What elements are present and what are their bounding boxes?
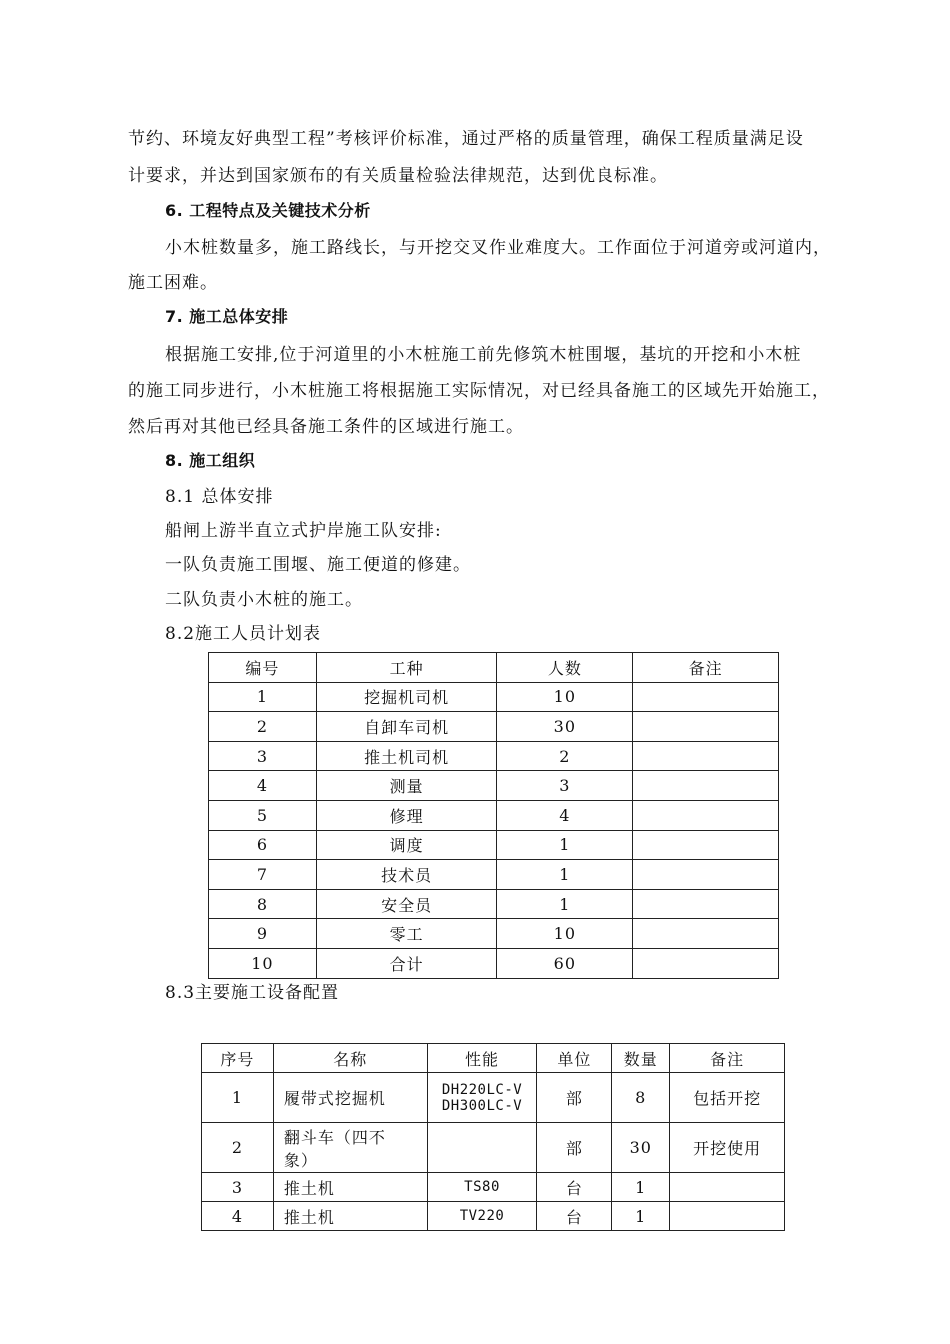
- spec-line: DH220LC-V: [441, 1081, 523, 1098]
- cell-job: 修理: [316, 800, 497, 830]
- para-6-line-1: 小木桩数量多，施工路线长，与开挖交叉作业难度大。工作面位于河道旁或河道内，: [165, 238, 831, 258]
- cell-count: 1: [497, 860, 633, 890]
- section-8-1-text-3: 二队负责小木桩的施工。: [165, 590, 363, 610]
- cell-note: [633, 948, 779, 978]
- para-7-line-1: 根据施工安排,位于河道里的小木桩施工前先修筑木桩围堰，基坑的开挖和小木桩: [165, 345, 802, 365]
- cell-spec: [427, 1073, 537, 1123]
- name-line: 象）: [283, 1150, 318, 1170]
- table-row: [202, 1202, 785, 1231]
- section-8-2-title: 8.2施工人员计划表: [165, 624, 322, 644]
- heading-7: 7. 施工总体安排: [165, 307, 289, 326]
- cell-job: 零工: [316, 919, 497, 949]
- cell-note: [670, 1173, 785, 1202]
- cell-job: 调度: [316, 830, 497, 860]
- cell-name: 推土机: [273, 1173, 427, 1202]
- cell-no: 1: [209, 682, 317, 712]
- header-cell: 工种: [316, 653, 497, 683]
- cell-count: 1: [497, 830, 633, 860]
- cell-no: 4: [202, 1202, 274, 1231]
- header-cell: 备注: [670, 1044, 785, 1073]
- heading-8: 8. 施工组织: [165, 451, 256, 470]
- table-row: [209, 712, 779, 742]
- cell-spec: TS80: [427, 1173, 537, 1202]
- cell-job: 推土机司机: [316, 741, 497, 771]
- cell-note: 开挖使用: [670, 1123, 785, 1173]
- equipment-table: [201, 1043, 785, 1231]
- table-row: [209, 889, 779, 919]
- header-cell: 单位: [537, 1044, 612, 1073]
- table-row: [209, 741, 779, 771]
- cell-job: 技术员: [316, 860, 497, 890]
- table-row: [209, 771, 779, 801]
- cell-name: 推土机: [273, 1202, 427, 1231]
- cell-note: [633, 860, 779, 890]
- cell-spec: TV220: [427, 1202, 537, 1231]
- cell-no: 9: [209, 919, 317, 949]
- spec-line: DH300LC-V: [441, 1097, 523, 1114]
- header-cell: 备注: [633, 653, 779, 683]
- cell-no: 8: [209, 889, 317, 919]
- cell-unit: 台: [537, 1173, 612, 1202]
- cell-qty: 1: [612, 1173, 670, 1202]
- table-header-row: [202, 1044, 785, 1073]
- cell-no: 6: [209, 830, 317, 860]
- cell-name: [273, 1123, 427, 1173]
- header-cell: 性能: [427, 1044, 537, 1073]
- para-7-line-3: 然后再对其他已经具备施工条件的区域进行施工。: [128, 417, 524, 437]
- cell-qty: 8: [612, 1073, 670, 1123]
- cell-no: 5: [209, 800, 317, 830]
- cell-no: 2: [209, 712, 317, 742]
- header-cell: 编号: [209, 653, 317, 683]
- para-7-line-2: 的施工同步进行，小木桩施工将根据施工实际情况，对已经具备施工的区域先开始施工，: [128, 381, 830, 401]
- table-row: [209, 682, 779, 712]
- header-cell: 序号: [202, 1044, 274, 1073]
- cell-qty: 30: [612, 1123, 670, 1173]
- para-6-line-2: 施工困难。: [128, 273, 218, 293]
- table-row-total: [209, 948, 779, 978]
- cell-spec: [427, 1123, 537, 1173]
- section-8-1-text-1: 船闸上游半直立式护岸施工队安排:: [165, 521, 442, 541]
- cell-note: 包括开挖: [670, 1073, 785, 1123]
- cell-count: 10: [497, 919, 633, 949]
- heading-6: 6. 工程特点及关键技术分析: [165, 201, 371, 220]
- cell-job: 挖掘机司机: [316, 682, 497, 712]
- table-row: [209, 860, 779, 890]
- table-row: [209, 800, 779, 830]
- table-row: [209, 830, 779, 860]
- table-row: [202, 1173, 785, 1202]
- cell-note: [633, 771, 779, 801]
- name-line: 翻斗车（四不: [283, 1127, 386, 1147]
- cell-unit: 部: [537, 1073, 612, 1123]
- section-8-1-text-2: 一队负责施工围堰、施工便道的修建。: [165, 555, 471, 575]
- cell-no: 3: [209, 741, 317, 771]
- cell-note: [633, 889, 779, 919]
- header-cell: 数量: [612, 1044, 670, 1073]
- cell-count: 1: [497, 889, 633, 919]
- cell-note: [633, 682, 779, 712]
- cell-unit: 部: [537, 1123, 612, 1173]
- para-1-line-2: 计要求，并达到国家颁布的有关质量检验法律规范，达到优良标准。: [128, 166, 668, 186]
- table-row: [209, 919, 779, 949]
- table-header-row: [209, 653, 779, 683]
- para-1-line-1: 节约、环境友好典型工程”考核评价标准，通过严格的质量管理，确保工程质量满足设: [128, 129, 804, 149]
- cell-count: 3: [497, 771, 633, 801]
- staff-plan-table: [208, 652, 779, 979]
- cell-note: [633, 741, 779, 771]
- cell-job: 测量: [316, 771, 497, 801]
- cell-note: [633, 800, 779, 830]
- cell-note: [633, 919, 779, 949]
- cell-note: [633, 712, 779, 742]
- header-cell: 名称: [273, 1044, 427, 1073]
- cell-no: 4: [209, 771, 317, 801]
- cell-count: 60: [497, 948, 633, 978]
- header-cell: 人数: [497, 653, 633, 683]
- cell-no: 1: [202, 1073, 274, 1123]
- cell-unit: 台: [537, 1202, 612, 1231]
- cell-name: 履带式挖掘机: [273, 1073, 427, 1123]
- cell-count: 2: [497, 741, 633, 771]
- cell-job: 自卸车司机: [316, 712, 497, 742]
- cell-job: 合计: [316, 948, 497, 978]
- section-8-3-title: 8.3主要施工设备配置: [165, 983, 340, 1003]
- cell-job: 安全员: [316, 889, 497, 919]
- cell-no: 7: [209, 860, 317, 890]
- cell-no: 10: [209, 948, 317, 978]
- cell-count: 4: [497, 800, 633, 830]
- section-8-1-title: 8.1 总体安排: [165, 487, 274, 507]
- cell-qty: 1: [612, 1202, 670, 1231]
- table-row: [202, 1123, 785, 1173]
- cell-note: [670, 1202, 785, 1231]
- cell-note: [633, 830, 779, 860]
- cell-no: 2: [202, 1123, 274, 1173]
- cell-count: 30: [497, 712, 633, 742]
- cell-count: 10: [497, 682, 633, 712]
- cell-no: 3: [202, 1173, 274, 1202]
- table-row: [202, 1073, 785, 1123]
